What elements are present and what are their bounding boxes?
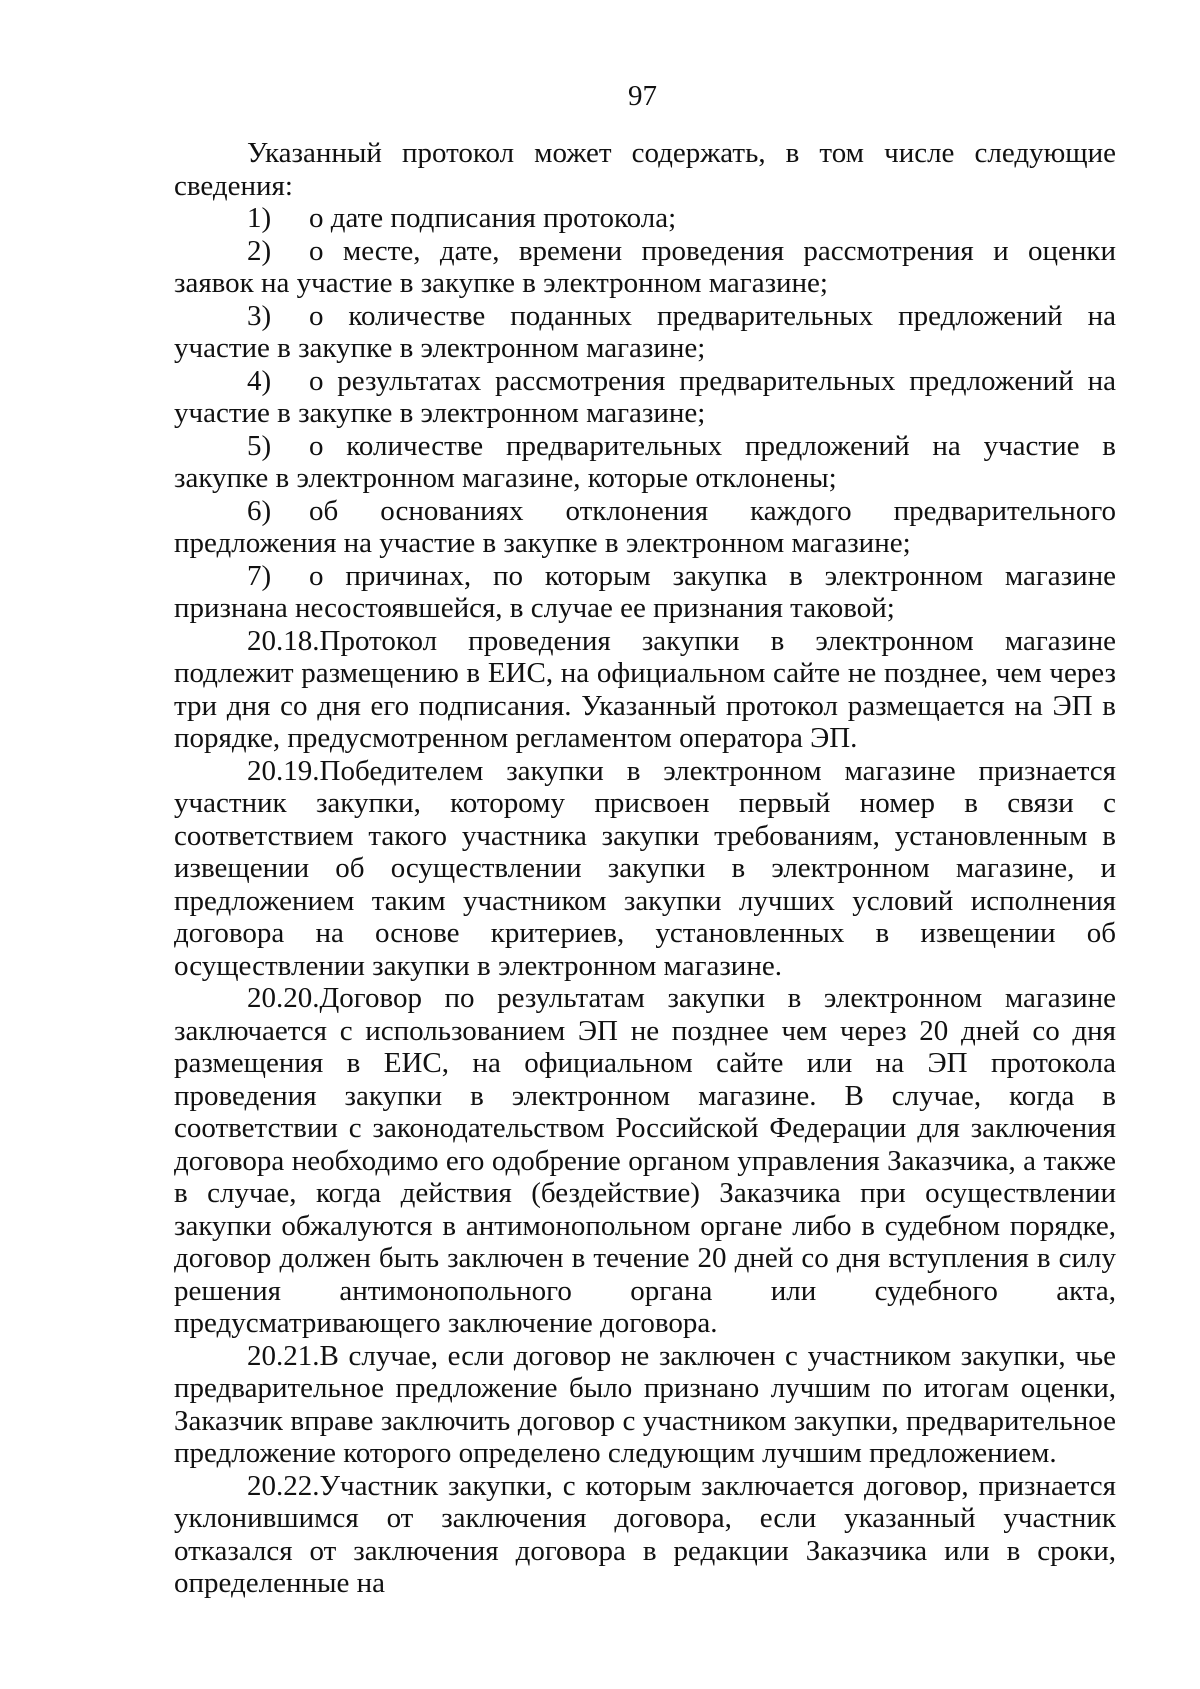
list-item-4 <box>174 365 1116 430</box>
paragraph-intro <box>174 137 1116 202</box>
paragraph-text: Указанный протокол может содержать, в том числе следующие сведения: <box>174 137 1116 202</box>
document-body <box>174 137 1116 1600</box>
list-item-text: о количестве поданных предварительных предложений на участие в закупке в электронном магазине; <box>174 299 1116 364</box>
list-item-text: о результатах рассмотрения предварительных предложений на участие в закупке в электронном магазине; <box>174 364 1116 429</box>
list-item-text: о причинах, по которым закупка в электронном магазине признана несостоявшейся, в случае ее признания таковой; <box>174 559 1116 624</box>
list-item-number: 2) <box>247 234 272 267</box>
list-item-number: 3) <box>247 299 272 332</box>
list-item-5 <box>174 430 1116 495</box>
list-item-text: об основаниях отклонения каждого предварительного предложения на участие в закупке в электронном магазине; <box>174 494 1116 559</box>
clause-20-21 <box>174 1340 1116 1470</box>
clause-20-20 <box>174 982 1116 1340</box>
clause-20-22 <box>174 1470 1116 1600</box>
clause-20-18 <box>174 625 1116 755</box>
list-item-number: 6) <box>247 494 272 527</box>
page-number: 97 <box>628 80 657 112</box>
list-item-3 <box>174 300 1116 365</box>
clause-text: 20.20.Договор по результатам закупки в электронном магазине заключается с использованием ЭП не позднее чем через 20 дней со дня размещения в ЕИС, на официальном сайте или на ЭП протокола проведения закупки в электронном магазине. В случае, когда в соответствии с законодательством Российской Федерации для заключения договора необходимо его одобрение органом управления Заказчика, а также в случае, когда действия (бездействие) Заказчика при осуществлении закупки обжалуются в антимонопольном органе либо в судебном порядке, договор должен быть заключен в течение 20 дней со дня вступления в силу решения антимонопольного органа или судебного акта, предусматривающего заключение договора. <box>174 982 1116 1339</box>
list-item-1 <box>174 202 1116 235</box>
clause-text: 20.21.В случае, если договор не заключен с участником закупки, чье предварительное предложение было признано лучшим по итогам оценки, Заказчик вправе заключить договор с участником закупки, предварительное предложение которого определено следующим лучшим предложением. <box>174 1339 1116 1469</box>
list-item-number: 1) <box>247 202 272 234</box>
list-item-number: 7) <box>247 559 272 592</box>
clause-text: 20.18.Протокол проведения закупки в электронном магазине подлежит размещению в ЕИС, на официальном сайте не позднее, чем через три дня со дня его подписания. Указанный протокол размещается на ЭП в порядке, предусмотренном регламентом оператора ЭП. <box>174 624 1116 754</box>
list-item-number: 4) <box>247 364 272 397</box>
list-item-6 <box>174 495 1116 560</box>
list-item-text: о количестве предварительных предложений на участие в закупке в электронном магазине, которые отклонены; <box>174 429 1116 494</box>
list-item-number: 5) <box>247 429 272 462</box>
list-item-7 <box>174 560 1116 625</box>
list-item-2 <box>174 235 1116 300</box>
clause-text: 20.19.Победителем закупки в электронном магазине признается участник закупки, которому присвоен первый номер в связи с соответствием такого участника закупки требованиям, установленным в извещении об осуществлении закупки в электронном магазине, и предложением таким участником закупки лучших условий исполнения договора на основе критериев, установленных в извещении об осуществлении закупки в электронном магазине. <box>174 754 1116 982</box>
list-item-text: о месте, дате, времени проведения рассмотрения и оценки заявок на участие в закупке в электронном магазине; <box>174 234 1116 299</box>
list-item-text: о дате подписания протокола; <box>309 202 677 234</box>
clause-20-19 <box>174 755 1116 983</box>
clause-text: 20.22.Участник закупки, с которым заключается договор, признается уклонившимся от заключения договора, если указанный участник отказался от заключения договора в редакции Заказчика или в сроки, определенные на <box>174 1469 1116 1599</box>
